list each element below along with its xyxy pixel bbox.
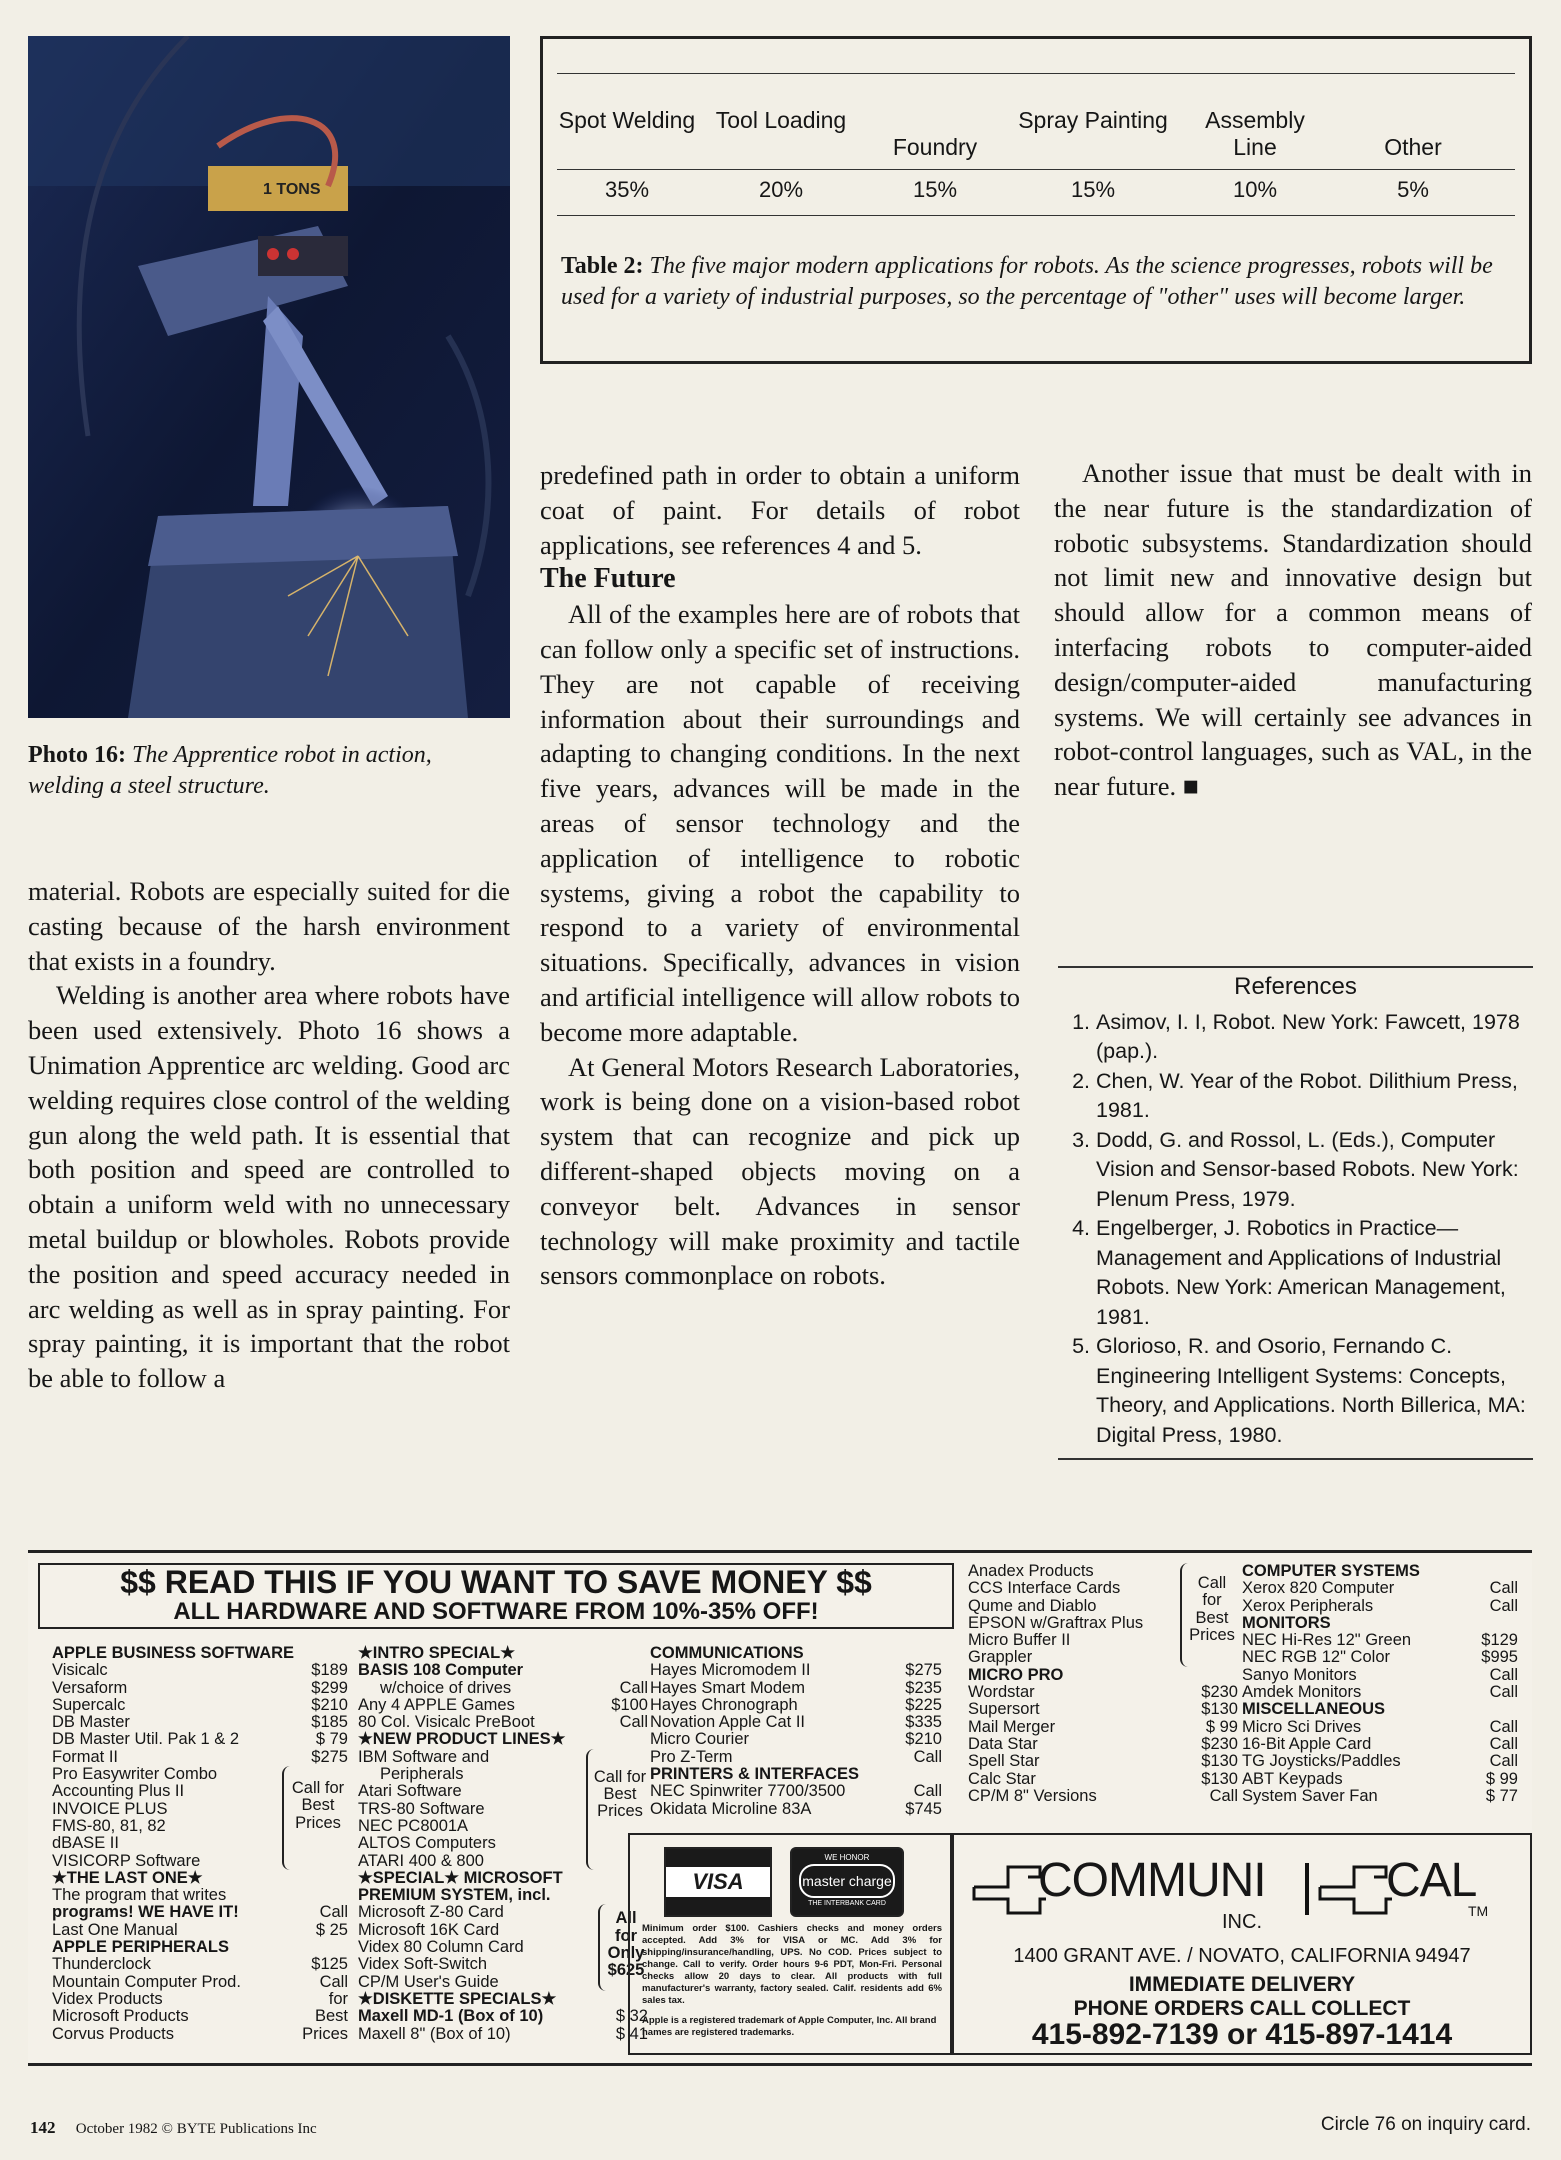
price-row <box>968 1701 1238 1718</box>
section-title: ★SPECIAL★ MICROSOFT <box>358 1868 563 1887</box>
section-title: ★NEW PRODUCT LINES★ <box>358 1730 566 1749</box>
product: Okidata Microline 83A <box>650 1799 812 1818</box>
product: Videx 80 Column Card <box>358 1938 524 1957</box>
reference-item: 4. Engelberger, J. Robotics in Practice—Management and Applications of Industrial Robots. New York: American Management, 1981. <box>1096 1214 1533 1332</box>
section-title: APPLE PERIPHERALS <box>52 1938 229 1957</box>
price: Call <box>319 1972 348 1991</box>
price-row <box>1242 1684 1518 1701</box>
price: $125 <box>311 1955 348 1974</box>
product: CP/M 8" Versions <box>968 1786 1097 1805</box>
price-row <box>52 1956 348 1973</box>
price: Call <box>1489 1734 1518 1753</box>
price-row <box>650 1731 942 1748</box>
price: Call <box>1489 1579 1518 1598</box>
section-title: COMPUTER SYSTEMS <box>1242 1562 1420 1580</box>
price: $ 25 <box>315 1920 348 1939</box>
price-row <box>1242 1598 1518 1615</box>
visa-text: VISA <box>692 1869 744 1894</box>
logo-inc: INC. <box>1222 1911 1262 1933</box>
price-row <box>1242 1580 1518 1597</box>
price: $235 <box>905 1678 942 1697</box>
price-row <box>52 1731 348 1748</box>
price: $130 <box>1201 1752 1238 1771</box>
price: Prices <box>302 2024 348 2043</box>
price-row <box>650 1662 942 1679</box>
section-title: MONITORS <box>1242 1613 1331 1632</box>
product: ALTOS Computers <box>358 1834 496 1853</box>
product: ABT Keypads <box>1242 1769 1343 1788</box>
product: Pro Z-Term <box>650 1747 733 1766</box>
table-value: 20% <box>758 177 804 202</box>
product: The program that writes <box>52 1886 227 1905</box>
price: Call <box>1489 1717 1518 1736</box>
price-row <box>52 2008 348 2025</box>
article-column-2 <box>540 458 1020 1293</box>
paragraph: material. Robots are especially suited for die casting because of the harsh environment that exists in a foundry. <box>28 876 510 976</box>
price: $995 <box>1481 1648 1518 1667</box>
price: $ 79 <box>315 1730 348 1749</box>
article-column-1 <box>28 874 510 1396</box>
price: $335 <box>905 1713 942 1732</box>
product: w/choice of drives <box>380 1678 512 1697</box>
section-title: ★THE LAST ONE★ <box>52 1868 203 1887</box>
product: dBASE II <box>52 1834 119 1853</box>
communications-column <box>650 1645 942 1818</box>
references-top-rule <box>1058 966 1533 968</box>
price-row <box>52 1662 348 1679</box>
product: Microsoft Products <box>52 2007 189 2026</box>
product: Hayes Smart Modem <box>650 1678 805 1697</box>
product: Videx Products <box>52 1989 163 2008</box>
references <box>1058 972 1533 1450</box>
section-title: ★DISKETTE SPECIALS★ <box>358 1989 557 2008</box>
price-row <box>650 1697 942 1714</box>
product: Amdek Monitors <box>1242 1683 1362 1702</box>
product: ATARI 400 & 800 <box>358 1851 484 1870</box>
price: Call <box>1209 1786 1238 1805</box>
product: Supercalc <box>52 1695 126 1714</box>
price: $275 <box>905 1661 942 1680</box>
price: for <box>328 1989 348 2008</box>
product: Last One Manual <box>52 1920 178 1939</box>
price-row <box>52 1714 348 1731</box>
ad-fine-print: Minimum order $100. Cashiers checks and money orders accepted. Add 3% for VISA or MC. Add 3% for shipping/insurance/handling, UPS. No COD. Prices subject to change. Call to verify. Order hours 9-6 PDT, Mon-Fri. Personal checks allow 20 days to clear. All products with full manufacturer's warranty, factory sealed. Calif. residents add 6% sales tax. <box>642 1923 942 2006</box>
product: programs! WE HAVE IT! <box>52 1903 239 1922</box>
product: EPSON w/Graftrax Plus <box>968 1613 1144 1632</box>
product: Sanyo Monitors <box>1242 1665 1357 1684</box>
product: Xerox Peripherals <box>1242 1596 1374 1615</box>
product: NEC RGB 12" Color <box>1242 1648 1390 1667</box>
product: INVOICE PLUS <box>52 1799 168 1818</box>
price-row <box>358 1680 648 1697</box>
price-row <box>1242 1719 1518 1736</box>
product: Atari Software <box>358 1782 462 1801</box>
product: IBM Software and <box>358 1747 490 1766</box>
price: $230 <box>1201 1683 1238 1702</box>
paragraph: predefined path in order to obtain a uniform coat of paint. For details of robot applications, see references 4 and 5. <box>540 460 1020 560</box>
page-number: 142 <box>30 2118 56 2137</box>
photo-caption-text: The Apprentice robot in action, welding a steel structure. <box>28 742 432 799</box>
product: 16-Bit Apple Card <box>1242 1734 1372 1753</box>
price: $230 <box>1201 1734 1238 1753</box>
price-row <box>968 1771 1238 1788</box>
price-row <box>650 1680 942 1697</box>
price: $ 99 <box>1205 1717 1238 1736</box>
product: Spell Star <box>968 1752 1040 1771</box>
price-row <box>1242 1736 1518 1753</box>
price-row <box>650 1749 942 1766</box>
price: $130 <box>1201 1769 1238 1788</box>
price-row <box>52 1749 348 1766</box>
price-row <box>650 1783 942 1800</box>
micropro-column <box>968 1563 1238 1805</box>
price-row <box>52 1922 348 1939</box>
ad-headline: $$ READ THIS IF YOU WANT TO SAVE MONEY $$ <box>120 1564 872 1600</box>
visa-logo <box>664 1847 772 1917</box>
section-title: ★INTRO SPECIAL★ <box>358 1644 516 1662</box>
product: Mountain Computer Prod. <box>52 1972 241 1991</box>
group-price: Call for Best Prices <box>1180 1563 1238 1667</box>
section-subtitle: BASIS 108 Computer <box>358 1661 524 1680</box>
price-row <box>358 2008 648 2025</box>
product: Xerox 820 Computer <box>1242 1579 1395 1598</box>
phone-orders-note: PHONE ORDERS CALL COLLECT <box>1073 1997 1411 2020</box>
product: Novation Apple Cat II <box>650 1713 806 1732</box>
mastercharge-bottom: THE INTERBANK CARD <box>808 1900 886 1907</box>
price: Call <box>619 1713 648 1732</box>
table-header: Spray Painting <box>1018 107 1168 133</box>
product: NEC Spinwriter 7700/3500 <box>650 1782 846 1801</box>
paragraph-text: Another issue that must be dealt with in the near future is the standardization of robotic subsystems. Standardization should not limit new and innovative design but should allow for a common means of interfacing robots to computer-aided design/computer-aided manufacturing systems. We will certainly see advances in robot-control languages, such as VAL, in the near future. <box>1054 458 1532 802</box>
price: $299 <box>311 1678 348 1697</box>
section-heading: The Future <box>540 563 676 595</box>
grouped-items <box>52 1766 348 1870</box>
product: Supersort <box>968 1700 1040 1719</box>
price: Call <box>619 1678 648 1697</box>
price: $ 32 <box>615 2007 648 2026</box>
paragraph: Welding is another area where robots have been used extensively. Photo 16 shows a Unimation Apprentice arc welding. Good arc welding requires close control of the welding gun along the weld path. It is essential that both position and speed are controlled to obtain a uniform weld with no unnecessary metal buildup or blowholes. Robots provide the position and speed accuracy needed in arc welding as well as in spray painting. For spray painting, it is important that the robot be able to follow a <box>28 980 510 1394</box>
price-row <box>52 1680 348 1697</box>
table-caption <box>561 251 1511 313</box>
price: $ 41 <box>615 2024 648 2043</box>
product: Anadex Products <box>968 1562 1094 1580</box>
price: Best <box>314 2007 348 2026</box>
section-title: PRINTERS & INTERFACES <box>650 1765 860 1784</box>
table-bottom-rule <box>557 215 1515 216</box>
product: TG Joysticks/Paddles <box>1242 1752 1401 1771</box>
product: Peripherals <box>380 1765 464 1784</box>
section-title: APPLE BUSINESS SOFTWARE <box>52 1644 295 1662</box>
grouped-items <box>358 1904 648 1990</box>
product: Accounting Plus II <box>52 1782 185 1801</box>
product: Calc Star <box>968 1769 1036 1788</box>
specials-column <box>358 1645 648 2043</box>
communical-advertisement <box>28 1550 1532 2066</box>
payment-info-box <box>628 1833 952 2055</box>
price: $129 <box>1481 1631 1518 1650</box>
paragraph <box>1054 456 1532 804</box>
price: $210 <box>905 1730 942 1749</box>
group-price: Call for Best Prices <box>282 1766 348 1870</box>
product: Versaform <box>52 1678 128 1697</box>
price-row <box>52 1991 348 2008</box>
logo-tm: TM <box>1468 1903 1489 1919</box>
systems-column <box>1242 1563 1518 1805</box>
price-row <box>968 1788 1238 1805</box>
price: $189 <box>311 1661 348 1680</box>
price-row <box>52 1974 348 1991</box>
phone-numbers: 415-892-7139 or 415-897-1414 <box>1031 2018 1453 2051</box>
end-mark-icon: ■ <box>1182 771 1199 802</box>
price-row <box>650 1801 942 1818</box>
price: $100 <box>611 1695 648 1714</box>
product: Wordstar <box>968 1683 1035 1702</box>
table-top-rule <box>557 73 1515 74</box>
price-row <box>968 1736 1238 1753</box>
price-row <box>358 2026 648 2043</box>
price: $275 <box>311 1747 348 1766</box>
product: Microsoft Z-80 Card <box>358 1903 504 1922</box>
ad-trademark-note: Apple is a registered trademark of Apple Computer, Inc. All brand names are registered trademarks. <box>642 2015 937 2038</box>
price: Call <box>913 1747 942 1766</box>
table-value: 35% <box>604 177 650 202</box>
product: NEC PC8001A <box>358 1816 469 1835</box>
table-caption-label: Table 2: <box>561 253 644 279</box>
reference-item: 2. Chen, W. Year of the Robot. Dilithium Press, 1981. <box>1096 1067 1533 1126</box>
table-header: Spot Welding <box>558 107 696 133</box>
price: $745 <box>905 1799 942 1818</box>
delivery-note: IMMEDIATE DELIVERY <box>1128 1973 1356 1996</box>
references-bottom-rule <box>1058 1458 1533 1460</box>
product: Visicalc <box>52 1661 108 1680</box>
table-header: Foundry <box>892 134 978 160</box>
product: Any 4 APPLE Games <box>358 1695 515 1714</box>
table-header-rule <box>557 169 1515 170</box>
group-price: Call for Best Prices <box>586 1749 648 1870</box>
mastercharge-text: master charge <box>799 1864 895 1898</box>
welding-robot-photo <box>28 36 510 718</box>
grouped-items <box>968 1563 1238 1667</box>
product: 80 Col. Visicalc PreBoot <box>358 1713 535 1732</box>
table-2 <box>540 36 1532 364</box>
price: $225 <box>905 1695 942 1714</box>
product: Videx Soft-Switch <box>358 1955 488 1974</box>
price: $130 <box>1201 1700 1238 1719</box>
product: Maxell 8" (Box of 10) <box>358 2024 511 2043</box>
price-row <box>52 1887 348 1904</box>
product: Hayes Micromodem II <box>650 1661 811 1680</box>
product: Qume and Diablo <box>968 1596 1097 1615</box>
ad-subheadline: ALL HARDWARE AND SOFTWARE FROM 10%-35% OFF! <box>173 1598 819 1625</box>
product: Micro Courier <box>650 1730 750 1749</box>
reference-item: 3. Dodd, G. and Rossol, L. (Eds.), Computer Vision and Sensor-based Robots. New York: Plenum Press, 1979. <box>1096 1126 1533 1215</box>
table-value: 15% <box>1070 177 1116 202</box>
table-value: 15% <box>912 177 958 202</box>
price-row <box>1242 1649 1518 1666</box>
table-caption-text: The five major modern applications for robots. As the science progresses, robots will be used for a variety of industrial purposes, so the percentage of "other" uses will become larger. <box>561 253 1493 310</box>
product: System Saver Fan <box>1242 1786 1378 1805</box>
price-row <box>358 1714 648 1731</box>
price: $185 <box>311 1713 348 1732</box>
company-address: 1400 GRANT AVE. / NOVATO, CALIFORNIA 94947 <box>1013 1945 1471 1967</box>
table-header: Assembly Line <box>1205 107 1305 160</box>
price: Call <box>1489 1665 1518 1684</box>
communical-logo <box>968 1853 1524 1917</box>
price-row <box>968 1753 1238 1770</box>
company-contact-box <box>952 1833 1532 2055</box>
price: Call <box>1489 1683 1518 1702</box>
price: $ 99 <box>1485 1769 1518 1788</box>
article-column-3 <box>1054 456 1532 804</box>
price: Call <box>319 1903 348 1922</box>
product: VISICORP Software <box>52 1851 201 1870</box>
product: Micro Sci Drives <box>1242 1717 1362 1736</box>
price-row <box>1242 1632 1518 1649</box>
table-header: Tool Loading <box>715 107 847 133</box>
product: TRS-80 Software <box>358 1799 485 1818</box>
reference-item: 5. Glorioso, R. and Osorio, Fernando C. Engineering Intelligent Systems: Concepts, Theory, and Applications. North Billerica, MA: Digital Press, 1980. <box>1096 1332 1533 1450</box>
price-row <box>52 1904 348 1921</box>
price-row <box>52 2026 348 2043</box>
logo-text-right: CAL <box>1386 1854 1477 1907</box>
product: Microsoft 16K Card <box>358 1920 500 1939</box>
ad-headline-box <box>38 1563 954 1629</box>
paragraph: At General Motors Research Laboratories, work is being done on a vision-based robot system that can recognize and pick up different-shaped objects moving on a conveyor belt. Advances in sensor technology will make proximity and tactile sensors commonplace on robots. <box>540 1051 1020 1291</box>
product: Grappler <box>968 1648 1033 1667</box>
inquiry-card-note: Circle 76 on inquiry card. <box>1320 2114 1531 2135</box>
product: NEC Hi-Res 12" Green <box>1242 1631 1412 1650</box>
product: Thunderclock <box>52 1955 152 1974</box>
product: FMS-80, 81, 82 <box>52 1816 166 1835</box>
product: Format II <box>52 1747 119 1766</box>
price: Call <box>913 1782 942 1801</box>
table-header: Other <box>1384 134 1442 160</box>
product: Mail Merger <box>968 1717 1056 1736</box>
product: DB Master <box>52 1713 130 1732</box>
price-row <box>968 1719 1238 1736</box>
photo-caption <box>28 740 510 802</box>
price-row <box>650 1714 942 1731</box>
table-value: 10% <box>1232 177 1278 202</box>
product: DB Master Util. Pak 1 & 2 <box>52 1730 240 1749</box>
product: Pro Easywriter Combo <box>52 1765 218 1784</box>
table-value: 5% <box>1397 177 1429 202</box>
section-title: MICRO PRO <box>968 1665 1064 1684</box>
crate-label: 1 TONS <box>263 181 321 198</box>
price: Call <box>1489 1596 1518 1615</box>
price-row <box>1242 1667 1518 1684</box>
price: $210 <box>311 1695 348 1714</box>
section-title: MISCELLANEOUS <box>1242 1700 1386 1719</box>
mastercharge-logo <box>790 1847 904 1917</box>
section-subtitle: PREMIUM SYSTEM, incl. <box>358 1886 551 1905</box>
product: Data Star <box>968 1734 1038 1753</box>
mastercharge-top: WE HONOR <box>824 1853 870 1862</box>
reference-item: 1. Asimov, I. I, Robot. New York: Fawcett, 1978 (pap.). <box>1096 1008 1533 1067</box>
price-row <box>52 1697 348 1714</box>
publication-line: October 1982 © BYTE Publications Inc <box>75 2121 317 2137</box>
references-title: References <box>1234 973 1357 1000</box>
grouped-items <box>358 1749 648 1870</box>
paragraph: All of the examples here are of robots that can follow only a specific set of instructions. They are not capable of receiving information about their surroundings and adapting to changing conditions. In the next five years, advances will be made in the areas of sensor technology and the application of intelligence to robotic systems, giving a robot the capability to respond to a variety of environmental situations. Specifically, advances in vision and artificial intelligence will allow robots to become more adaptable. <box>540 599 1020 1047</box>
page-footer-left <box>30 2118 317 2138</box>
price: $ 77 <box>1485 1786 1518 1805</box>
photo-caption-label: Photo 16: <box>28 742 126 768</box>
product: CCS Interface Cards <box>968 1579 1121 1598</box>
product: Hayes Chronograph <box>650 1695 798 1714</box>
section-title: COMMUNICATIONS <box>650 1644 804 1662</box>
price-row <box>1242 1788 1518 1805</box>
logo-text-left: COMMUNI <box>1038 1854 1266 1907</box>
product: Micro Buffer II <box>968 1631 1071 1650</box>
price-row <box>968 1684 1238 1701</box>
group-price: All for Only $625 <box>598 1904 648 1990</box>
product: Maxell MD-1 (Box of 10) <box>358 2007 544 2026</box>
price-row <box>1242 1753 1518 1770</box>
price: Call <box>1489 1752 1518 1771</box>
product: CP/M User's Guide <box>358 1972 499 1991</box>
price-row <box>358 1697 648 1714</box>
price-row <box>1242 1771 1518 1788</box>
apple-business-software <box>52 1645 348 2043</box>
product: Corvus Products <box>52 2024 174 2043</box>
